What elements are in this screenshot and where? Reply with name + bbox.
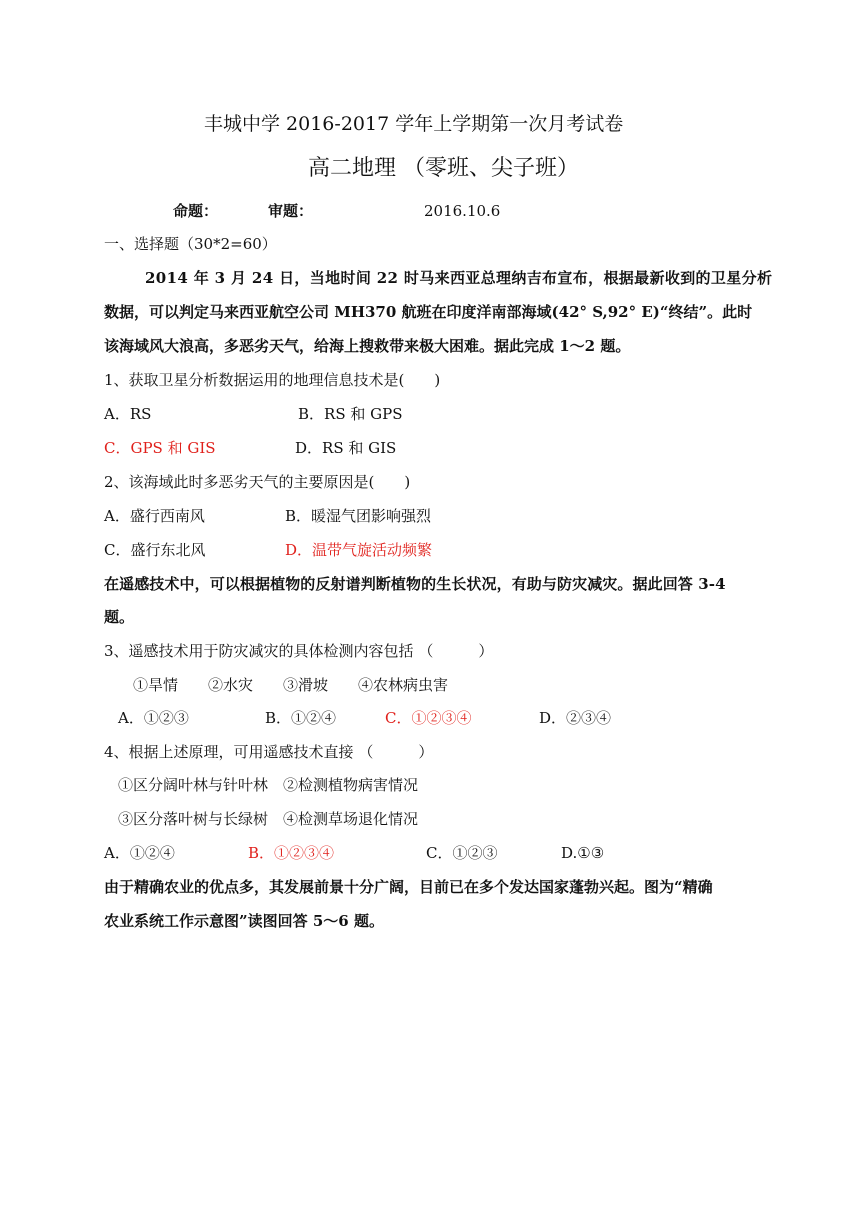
question-2-option-b: B．暖湿气团影响强烈 [285, 507, 432, 525]
section-heading: 一、选择题（30*2=60） [104, 235, 277, 253]
question-4-option-d: D.①③ [561, 844, 605, 862]
question-1-option-b: B．RS 和 GPS [298, 405, 403, 423]
question-1-option-d: D．RS 和 GIS [295, 439, 397, 457]
question-4-stem: 4、根据上述原理，可用遥感技术直接 （ ） [104, 743, 434, 761]
question-3-option-d: D．②③④ [539, 709, 612, 727]
passage1-line1: 2014 年 3 月 24 日，当地时间 22 时马来西亚总理纳吉布宣布，根据最新收到的卫星分析 [145, 269, 773, 287]
question-4-option-c: C．①②③ [426, 844, 498, 862]
question-2-option-c: C．盛行东北风 [104, 541, 206, 559]
question-3-stem: 3、遥感技术用于防灾减灾的具体检测内容包括 （ ） [104, 642, 494, 660]
question-4-items-2: ③区分落叶树与长绿树 ④检测草场退化情况 [118, 810, 419, 828]
exam-title: 丰城中学 2016-2017 学年上学期第一次月考试卷 [204, 113, 624, 135]
passage3-line1: 由于精确农业的优点多，其发展前景十分广阔，目前已在多个发达国家蓬勃兴起。图为“精确 [104, 878, 713, 896]
question-2-option-a: A．盛行西南风 [104, 507, 205, 525]
mingti-label: 命题： [173, 202, 219, 220]
question-2-option-d: D．温带气旋活动频繁 [285, 541, 433, 559]
passage3-line2: 农业系统工作示意图”读图回答 5～6 题。 [104, 912, 384, 930]
passage2-line2: 题。 [104, 608, 135, 626]
passage1-line2: 数据，可以判定马来西亚航空公司 MH370 航班在印度洋南部海域(42° S,92° E)“终结”。此时 [104, 303, 753, 321]
passage2-line1: 在遥感技术中，可以根据植物的反射谱判断植物的生长状况，有助与防灾减灾。据此回答 3-4 [104, 575, 726, 593]
question-4-option-a: A．①②④ [104, 844, 175, 862]
question-3-option-b: B．①②④ [265, 709, 337, 727]
question-2-stem: 2、该海域此时多恶劣天气的主要原因是( ) [104, 473, 411, 491]
exam-date: 2016.10.6 [424, 202, 501, 220]
question-3-items: ①旱情 ②水灾 ③滑坡 ④农林病虫害 [133, 676, 449, 694]
question-1-stem: 1、获取卫星分析数据运用的地理信息技术是( ) [104, 371, 441, 389]
question-1-option-c: C．GPS 和 GIS [104, 439, 216, 457]
question-3-option-a: A．①②③ [118, 709, 189, 727]
question-4-option-b: B．①②③④ [248, 844, 335, 862]
question-1-option-a: A．RS [104, 405, 152, 423]
exam-subtitle: 高二地理 （零班、尖子班） [308, 156, 579, 181]
passage1-line3: 该海域风大浪高，多恶劣天气，给海上搜救带来极大困难。据此完成 1～2 题。 [104, 337, 631, 355]
question-4-items-1: ①区分阔叶林与针叶林 ②检测植物病害情况 [118, 776, 419, 794]
shenti-label: 审题： [268, 202, 314, 220]
question-3-option-c: C．①②③④ [385, 709, 472, 727]
